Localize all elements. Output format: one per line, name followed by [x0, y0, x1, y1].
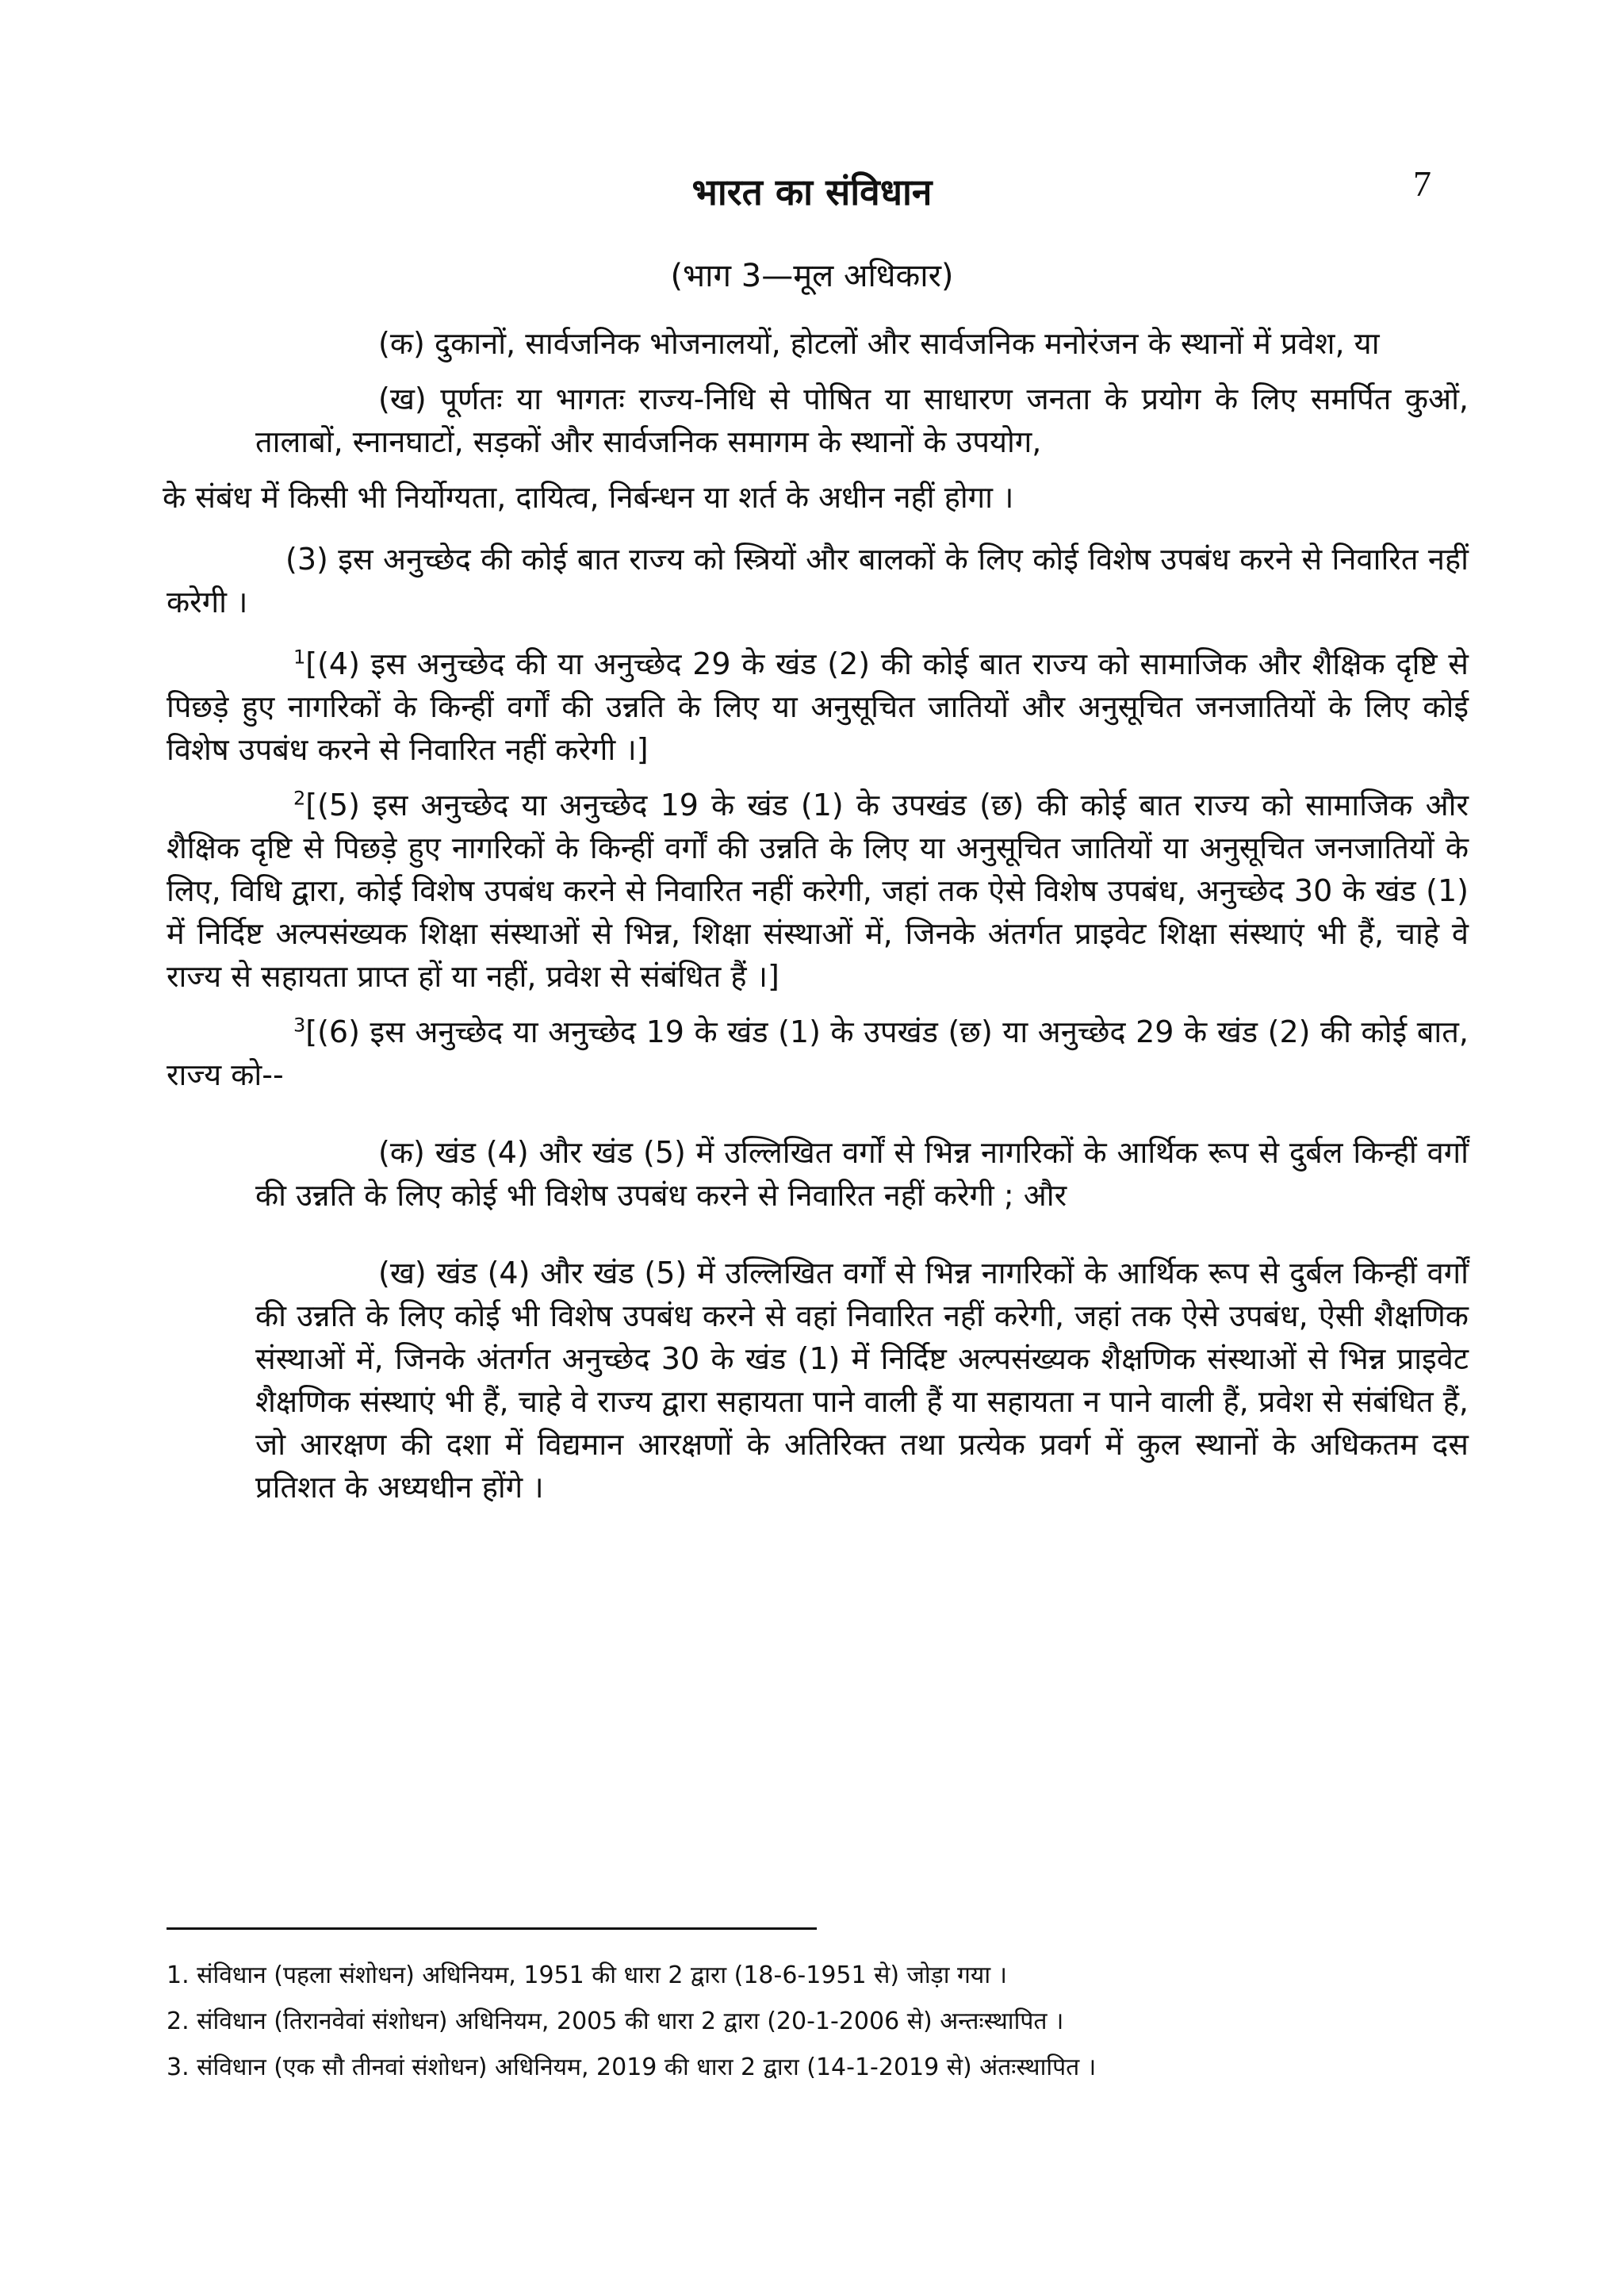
clause-ka: (क) दुकानों, सार्वजनिक भोजनालयों, होटलों और सार्वजनिक मनोरंजन के स्थानों में प्रवेश, या — [378, 326, 1380, 361]
footnote-3: 3. संविधान (एक सौ तीनवां संशोधन) अधिनियम, 2019 की धारा 2 द्वारा (14-1-2019 से) अंतःस्थापित । — [167, 2054, 1097, 2081]
page-number: 7 — [1413, 163, 1431, 204]
paragraph-6 — [167, 1010, 1469, 1096]
footnote-divider — [167, 1927, 817, 1930]
footnote-2: 2. संविधान (तिरानवेवां संशोधन) अधिनियम, 2005 की धारा 2 द्वारा (20-1-2006 से) अन्तःस्थापित । — [167, 2007, 1064, 2035]
subclause-kha: (ख) खंड (4) और खंड (5) में उल्लिखित वर्गों से भिन्न नागरिकों के आर्थिक रूप से दुर्बल किन्हीं वर्गों की उन्नति के लिए कोई भी विशेष उपबंध करने से वहां निवारित नहीं करेगी, जहां तक ऐसे उपबंध, ऐसी शैक्षणिक संस्थाओं में, जिनके अंतर्गत अनुच्छेद 30 के खंड (1) में निर्दिष्ट अल्पसंख्यक शैक्षणिक संस्थाओं से भिन्न प्राइवेट शैक्षणिक संस्थाएं भी हैं, चाहे वे राज्य द्वारा सहायता पाने वाली हैं या सहायता न पाने वाली हैं, प्रवेश से संबंधित हैं, जो आरक्षण की दशा में विद्यमान आरक्षणों के अतिरिक्त तथा प्रत्येक प्रवर्ग में कुल स्थानों के अधिकतम दस प्रतिशत के अध्यधीन होंगे । — [255, 1256, 1469, 1505]
footnote-1: 1. संविधान (पहला संशोधन) अधिनियम, 1951 की धारा 2 द्वारा (18-6-1951 से) जोड़ा गया । — [167, 1961, 1007, 1989]
footnote-marker-1: 1 — [293, 646, 306, 669]
footnote-marker-3: 3 — [293, 1014, 306, 1037]
page-title: भारत का संविधान — [691, 171, 933, 213]
footnote-marker-2: 2 — [293, 787, 306, 810]
subclause-ka: (क) खंड (4) और खंड (5) में उल्लिखित वर्गों से भिन्न नागरिकों के आर्थिक रूप से दुर्बल किन्हीं वर्गों की उन्नति के लिए कोई भी विशेष उपबंध करने से निवारित नहीं करेगी ; और — [255, 1135, 1469, 1213]
closing-text: के संबंध में किसी भी निर्योग्यता, दायित्व, निर्बन्धन या शर्त के अधीन नहीं होगा । — [163, 480, 1014, 515]
clause-kha: (ख) पूर्णतः या भागतः राज्य-निधि से पोषित या साधारण जनता के प्रयोग के लिए समर्पित कुओं, तालाबों, स्नानघाटों, सड़कों और सार्वजनिक समागम के स्थानों के उपयोग, — [255, 382, 1469, 459]
page-subtitle: (भाग 3—मूल अधिकार) — [670, 258, 954, 294]
paragraph-4 — [167, 642, 1469, 771]
paragraph-5 — [167, 784, 1469, 998]
footnotes — [167, 1953, 1515, 2091]
paragraph-4-text: [(4) इस अनुच्छेद की या अनुच्छेद 29 के खंड (2) की कोई बात राज्य को सामाजिक और शैक्षिक दृष्टि से पिछड़े हुए नागरिकों के किन्हीं वर्गों की उन्नति के लिए या अनुसूचित जातियों और अनुसूचित जनजातियों के लिए कोई विशेष उपबंध करने से निवारित नहीं करेगी ।] — [167, 646, 1469, 767]
paragraph-6-text: [(6) इस अनुच्छेद या अनुच्छेद 19 के खंड (1) के उपखंड (छ) या अनुच्छेद 29 के खंड (2) की कोई बात, राज्य को-- — [167, 1014, 1469, 1092]
paragraph-3: (3) इस अनुच्छेद की कोई बात राज्य को स्त्रियों और बालकों के लिए कोई विशेष उपबंध करने से निवारित नहीं करेगी । — [167, 542, 1469, 619]
document-body — [163, 322, 1469, 1509]
paragraph-5-text: [(5) इस अनुच्छेद या अनुच्छेद 19 के खंड (1) के उपखंड (छ) की कोई बात राज्य को सामाजिक और शैक्षिक दृष्टि से पिछड़े हुए नागरिकों के किन्हीं वर्गों की उन्नति के लिए या अनुसूचित जातियों या अनुसूचित जनजातियों के लिए, विधि द्वारा, कोई विशेष उपबंध करने से निवारित नहीं करेगी, जहां तक ऐसे विशेष उपबंध, अनुच्छेद 30 के खंड (1) में निर्दिष्ट अल्पसंख्यक शिक्षा संस्थाओं से भिन्न, शिक्षा संस्थाओं में, जिनके अंतर्गत प्राइवेट शिक्षा संस्थाएं भी हैं, चाहे वे राज्य से सहायता प्राप्त हों या नहीं, प्रवेश से संबंधित हैं ।] — [167, 788, 1469, 994]
